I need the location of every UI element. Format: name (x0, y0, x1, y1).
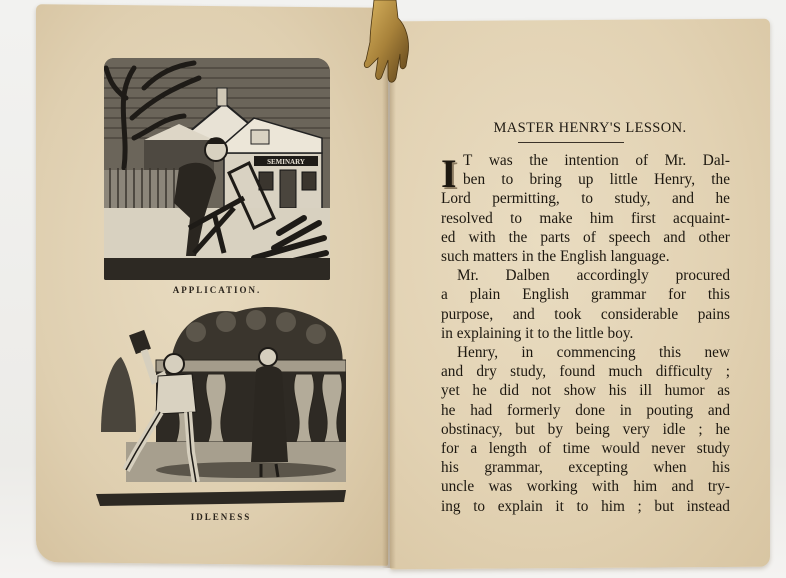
text-line: yet he did not show his ill humor as (441, 382, 730, 400)
text-line: his grammar, excepting when his (441, 459, 730, 477)
idleness-caption: IDLENESS (190, 512, 252, 522)
text-line: T was the intention of Mr. Dal- (463, 152, 730, 169)
idleness-illustration (96, 302, 346, 510)
text-line: ed with the parts of speech and other (441, 228, 730, 246)
bleed-through-text (500, 62, 730, 102)
application-illustration (104, 58, 330, 280)
idleness-engraving (96, 302, 346, 510)
text-line: ing to explain it to him ; but instead (441, 497, 730, 515)
text-line: obstinacy, but by being very idle ; he (441, 420, 730, 438)
text-line: resolved to make him first acquaint- (441, 209, 730, 227)
text-line: in explaining it to the little boy. (441, 324, 634, 342)
text-line: ben to bring up little Henry, the (463, 171, 730, 189)
text-line: such matters in the English language. (441, 248, 670, 266)
text-line: and dry study, found much difficulty ; (441, 363, 730, 381)
text-line: uncle was working with him and try- (441, 478, 730, 496)
text-line: Lord permitting, to study, and he (441, 190, 730, 208)
lesson-text (441, 151, 730, 516)
application-engraving (104, 58, 330, 280)
book-gutter (382, 20, 396, 568)
text-line: Henry, in commencing this new (457, 344, 730, 362)
drop-cap: I (441, 151, 457, 196)
application-caption: APPLICATION. (172, 285, 262, 295)
text-line: purpose, and took considerable pains (441, 305, 730, 323)
title-rule (518, 142, 624, 143)
text-line: Mr. Dalben accordingly procured (457, 267, 730, 285)
brass-hand-bookmark (352, 0, 414, 84)
text-line: for a length of time would never study (441, 440, 730, 458)
seminary-sign: SEMINARY (267, 158, 305, 166)
chapter-title: MASTER HENRY'S LESSON. (493, 120, 687, 136)
text-line: a plain English grammar for this (441, 286, 730, 304)
text-line: he had formerly done in pouting and (441, 401, 730, 419)
